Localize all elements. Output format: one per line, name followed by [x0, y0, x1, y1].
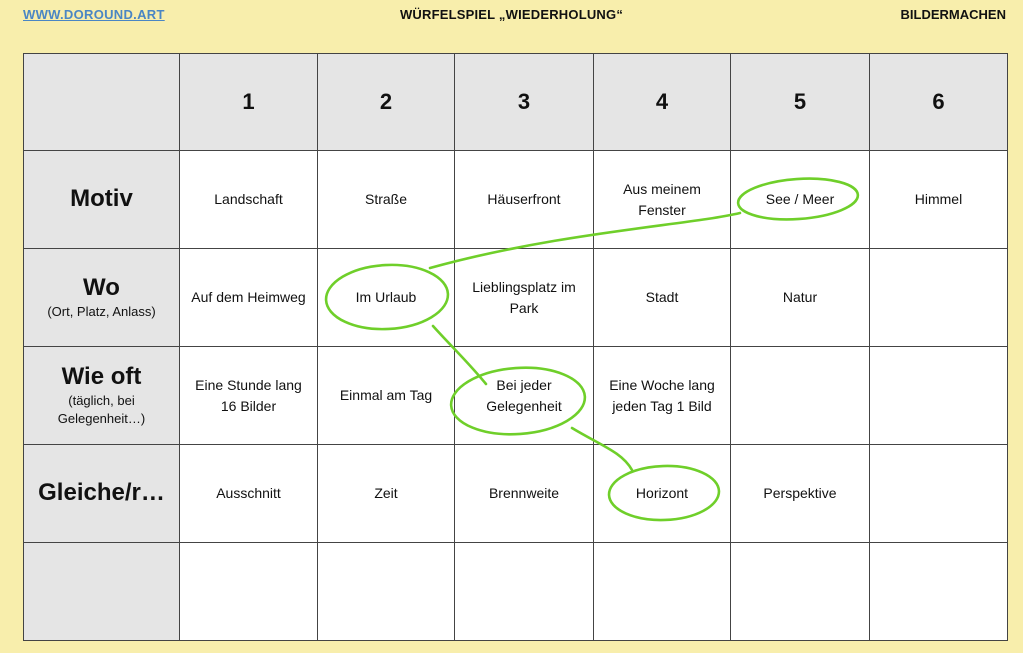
table-cell	[870, 249, 1008, 347]
column-header-2: 2	[318, 54, 455, 151]
table-cell	[455, 543, 594, 641]
table-cell: Aus meinem Fenster	[594, 151, 731, 249]
table-cell	[318, 543, 455, 641]
row-label: Motiv	[70, 185, 133, 213]
table-cell: Bei jeder Gelegenheit	[455, 347, 594, 445]
table-cell: See / Meer	[731, 151, 870, 249]
table-cell: Perspektive	[731, 445, 870, 543]
row-header-wo	[24, 249, 180, 347]
row-header-gleiche	[24, 445, 180, 543]
table-row-motiv	[24, 151, 1008, 249]
table-cell: Einmal am Tag	[318, 347, 455, 445]
table-cell: Eine Stunde lang 16 Bilder	[180, 347, 318, 445]
table-row-wie-oft	[24, 347, 1008, 445]
table-cell: Häuserfront	[455, 151, 594, 249]
brand-label: BILDERMACHEN	[900, 7, 1006, 22]
table-cell	[870, 543, 1008, 641]
table-cell: Landschaft	[180, 151, 318, 249]
table-row-gleiche	[24, 445, 1008, 543]
table-cell	[870, 445, 1008, 543]
table-row-empty	[24, 543, 1008, 641]
row-header-wie-oft	[24, 347, 180, 445]
document-title: WÜRFELSPIEL „WIEDERHOLUNG“	[399, 7, 624, 22]
table-cell	[731, 347, 870, 445]
row-sublabel: (täglich, bei Gelegenheit…)	[57, 392, 146, 426]
column-header-1: 1	[180, 54, 318, 151]
column-header-4: 4	[594, 54, 731, 151]
row-header-empty	[24, 543, 180, 641]
table-cell: Lieblingsplatz im Park	[455, 249, 594, 347]
table-cell	[870, 347, 1008, 445]
website-link[interactable]: WWW.DOROUND.ART	[23, 7, 165, 22]
column-header-6: 6	[870, 54, 1008, 151]
table-cell: Auf dem Heimweg	[180, 249, 318, 347]
table-cell: Natur	[731, 249, 870, 347]
table-cell: Horizont	[594, 445, 731, 543]
table-cell	[180, 543, 318, 641]
column-header-5: 5	[731, 54, 870, 151]
table-cell: Himmel	[870, 151, 1008, 249]
row-sublabel: (Ort, Platz, Anlass)	[47, 303, 156, 319]
row-label: Wo	[83, 274, 120, 301]
dice-game-table	[23, 53, 1008, 641]
table-cell	[594, 543, 731, 641]
table-row-wo	[24, 249, 1008, 347]
table-cell: Ausschnitt	[180, 445, 318, 543]
column-header-3: 3	[455, 54, 594, 151]
corner-cell	[24, 54, 180, 151]
table-cell: Brennweite	[455, 445, 594, 543]
row-label: Wie oft	[61, 362, 142, 390]
table-cell: Eine Woche lang jeden Tag 1 Bild	[594, 347, 731, 445]
header-row	[24, 54, 1008, 151]
document-header	[0, 0, 1023, 30]
table-cell: Im Urlaub	[318, 249, 455, 347]
table-cell: Stadt	[594, 249, 731, 347]
row-label: Gleiche/r…	[38, 479, 165, 507]
table-cell: Zeit	[318, 445, 455, 543]
table-cell: Straße	[318, 151, 455, 249]
table-cell	[731, 543, 870, 641]
row-header-motiv	[24, 151, 180, 249]
